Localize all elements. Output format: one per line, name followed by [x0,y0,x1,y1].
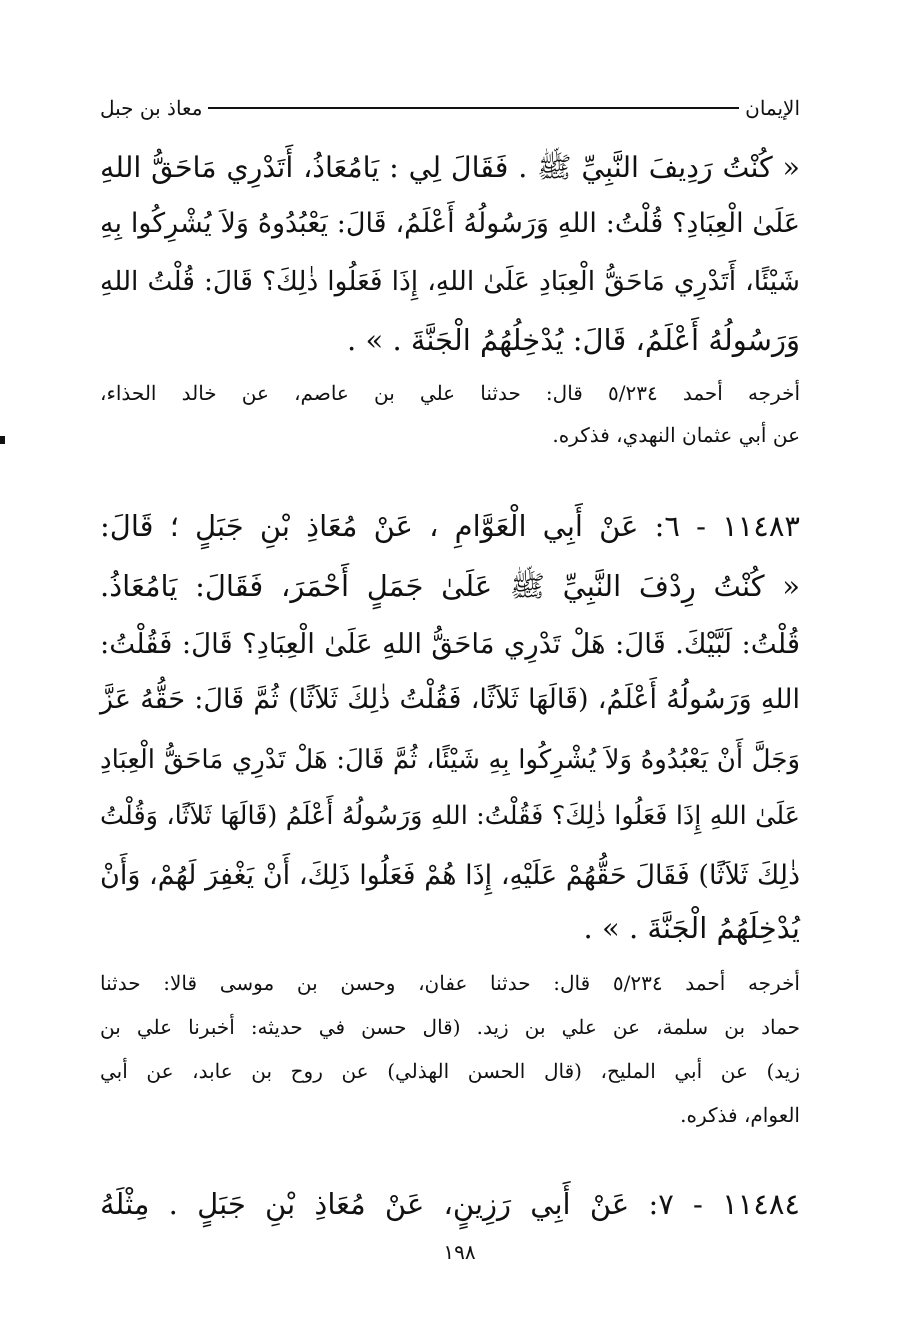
hadith-line: عَلَىٰ اللهِ إِذَا فَعَلُوا ذٰلِكَ؟ فَقُلْتُ: اللهِ وَرَسُولُهُ أَعْلَمُ (قَالَهَا ثَلاَثًا، وَقُلْتُ [100,801,800,831]
hadith-line: يُدْخِلَهُمُ الْجَنَّةَ . » . [583,911,800,945]
hadith-line: اللهِ وَرَسُولُهُ أَعْلَمُ، (قَالَهَا ثَلاَثًا، فَقُلْتُ ذٰلِكَ ثَلاَثًا) ثُمَّ قَالَ: حَقُّهُ عَزَّ [100,684,800,715]
source-note-line: العوام، فذكره. [680,1103,800,1127]
hadith-line: « كُنْتُ رَدِيفَ النَّبِيِّ ﷺ . فَقَالَ لِي : يَامُعَاذُ، أَتَدْرِي مَاحَقُّ اللهِ [100,151,800,184]
source-note-line: حماد بن سلمة، عن علي بن زيد. (قال حسن في حديثه: أخبرنا علي بن [100,1015,800,1039]
source-note-line: عن أبي عثمان النهدي، فذكره. [552,423,800,447]
hadith-line: ١١٤٨٣ - ٦: عَنْ أَبِي الْعَوَّامِ ، عَنْ مُعَاذِ بْنِ جَبَلٍ ؛ قَالَ: [100,509,800,543]
scan-edge-mark [0,436,5,444]
chapter-title: الإيمان [745,96,800,120]
page-number: ١٩٨ [443,1240,476,1264]
source-note-line: أخرجه أحمد ٥/٢٣٤ قال: حدثنا عفان، وحسن بن موسى قالا: حدثنا [100,971,800,995]
header-rule [208,107,739,109]
hadith-line: « كُنْتُ رِدْفَ النَّبِيِّ ﷺ عَلَىٰ جَمَلٍ أَحْمَرَ، فَقَالَ: يَامُعَاذُ. [100,569,800,603]
hadith-line: ذٰلِكَ ثَلاَثًا) فَقَالَ حَقُّهُمْ عَلَيْهِ، إِذَا هُمْ فَعَلُوا ذَلِكَ، أَنْ يَغْفِرَ لَهُمْ، وَأَنْ [100,860,800,891]
source-note-line: زيد) عن أبي المليح، (قال الحسن الهذلي) عن روح بن عابد، عن أبي [100,1059,800,1083]
hadith-line: وَجَلَّ أَنْ يَعْبُدُوهُ وَلاَ يُشْرِكُوا بِهِ شَيْئًا، ثُمَّ قَالَ: هَلْ تَدْرِي مَاحَقُّ الْعِبَادِ [100,745,800,775]
hadith-line: ١١٤٨٤ - ٧: عَنْ أَبِي رَزِينٍ، عَنْ مُعَاذِ بْنِ جَبَلٍ . مِثْلَهُ [100,1187,800,1221]
hadith-line: عَلَىٰ الْعِبَادِ؟ قُلْتُ: اللهِ وَرَسُولُهُ أَعْلَمُ، قَالَ: يَعْبُدُوهُ وَلاَ يُشْرِكُوا بِهِ [100,208,800,239]
hadith-line: قُلْتُ: لَبَّيْكَ. قَالَ: هَلْ تَدْرِي مَاحَقُّ اللهِ عَلَىٰ الْعِبَادِ؟ قَالَ: فَقُلْتُ: [100,628,800,660]
running-header [100,88,800,128]
source-note-line: أخرجه أحمد ٥/٢٣٤ قال: حدثنا علي بن عاصم، عن خالد الحذاء، [100,381,800,405]
hadith-line: وَرَسُولُهُ أَعْلَمُ، قَالَ: يُدْخِلُهُمُ الْجَنَّةَ . » . [347,323,800,357]
narrator-title: معاذ بن جبل [100,96,203,120]
hadith-line: شَيْئًا، أَتَدْرِي مَاحَقُّ الْعِبَادِ عَلَىٰ اللهِ، إِذَا فَعَلُوا ذٰلِكَ؟ قَالَ: قُلْتُ اللهِ [100,266,800,297]
